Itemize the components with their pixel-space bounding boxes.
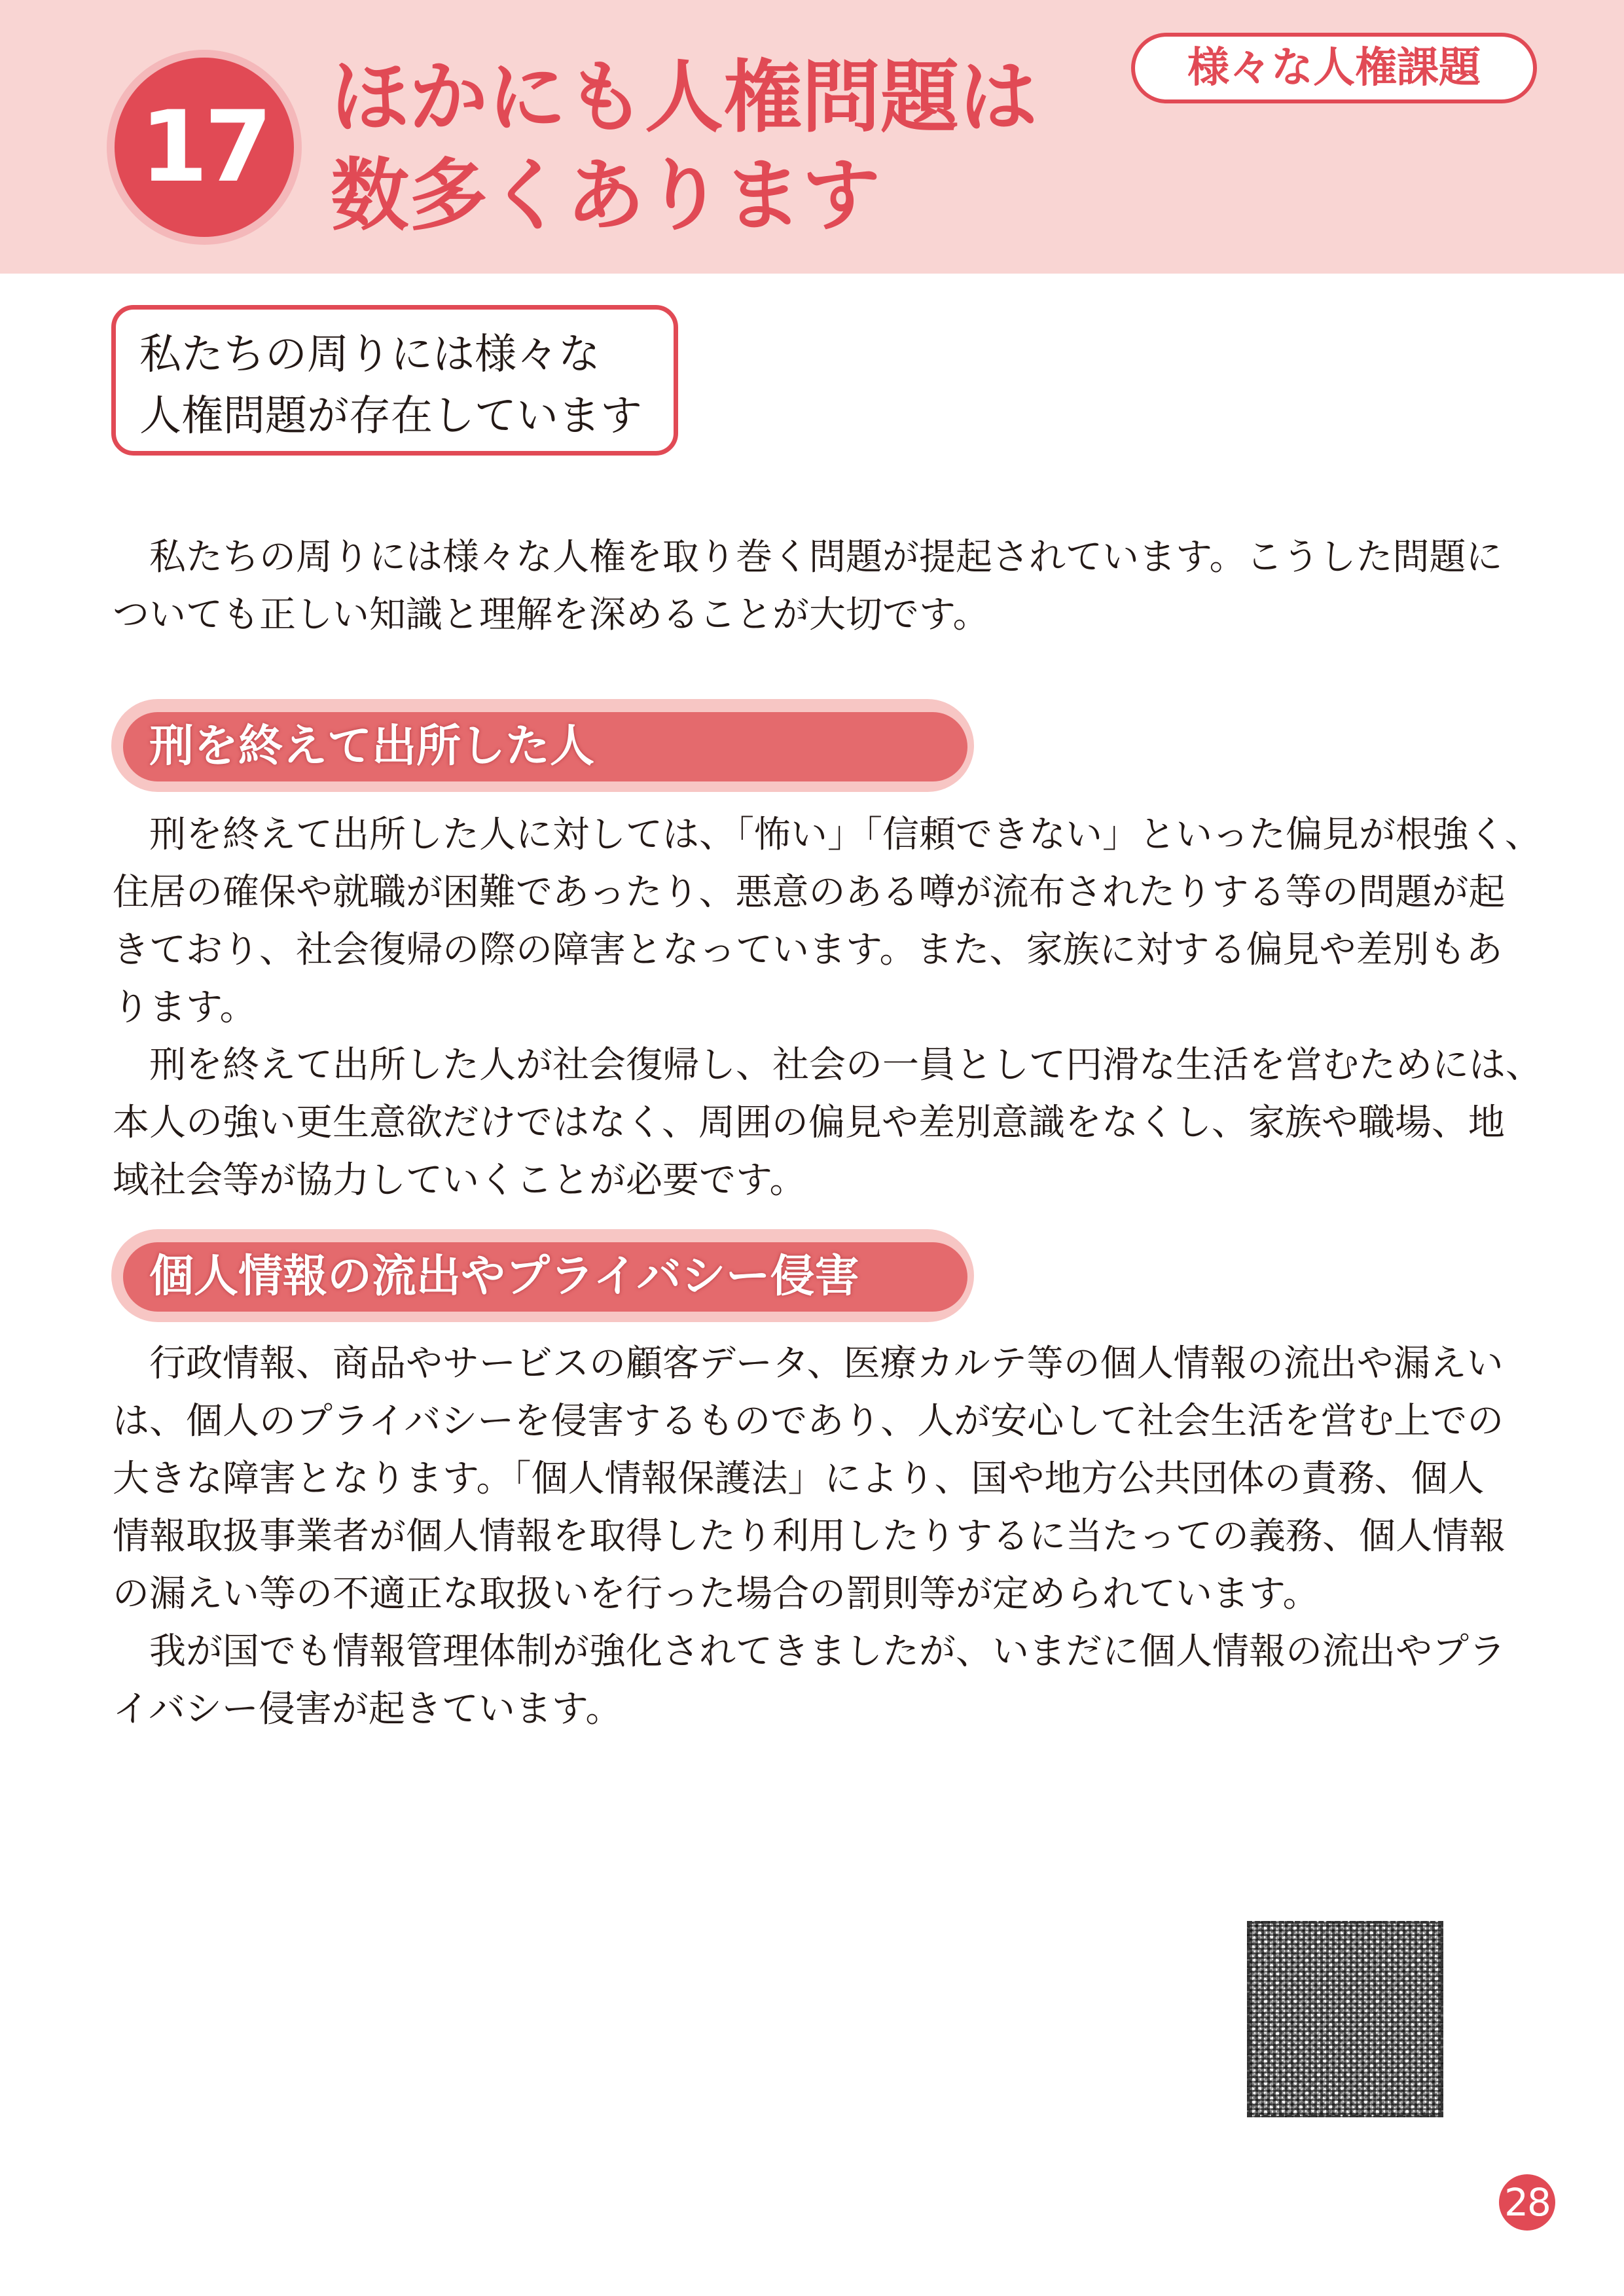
page-number: 28 (1499, 2174, 1555, 2231)
lead-line-1: 私たちの周りには様々な (139, 331, 600, 379)
page-title-line-2: 数多くあります (331, 151, 880, 242)
body-line: 住居の確保や就職が困難であったり、悪意のある噂が流布されたりする等の問題が起 (113, 871, 1506, 914)
body-line: 行政情報、商品やサービスの顧客データ、医療カルテ等の個人情報の流出や漏えい (113, 1342, 1504, 1385)
body-line: は、個人のプライバシーを侵害するものであり、人が安心して社会生活を営む上での (113, 1400, 1504, 1443)
body-line: 我が国でも情報管理体制が強化されてきましたが、いまだに個人情報の流出やプラ (113, 1630, 1506, 1673)
body-line: 本人の強い更生意欲だけではなく、周囲の偏見や差別意識をなくし、家族や職場、地 (113, 1102, 1505, 1144)
section-heading-privacy: 個人情報の流出やプライバシー侵害 (123, 1242, 967, 1312)
lead-line-2: 人権問題が存在しています (139, 392, 642, 440)
body-line: きており、社会復帰の際の障害となっています。また、家族に対する偏見や差別もあ (113, 929, 1503, 971)
section-body-privacy (113, 1335, 1513, 1738)
body-line: ります。 (113, 986, 257, 1029)
category-tag: 様々な人権課題 (1131, 33, 1537, 103)
section-heading-ex-offenders: 刑を終えて出所した人 (123, 712, 967, 781)
body-line: 域社会等が協力していくことが必要です。 (113, 1159, 806, 1202)
intro-paragraph (113, 529, 1513, 644)
body-line: 刑を終えて出所した人が社会復帰し、社会の一員として円滑な生活を営むためには、 (113, 1044, 1542, 1086)
body-line: の漏えい等の不適正な取扱いを行った場合の罰則等が定められています。 (113, 1573, 1320, 1615)
page-header (0, 0, 1624, 274)
intro-line: ついても正しい知識と理解を深めることが大切です。 (113, 594, 990, 636)
intro-line: 私たちの周りには様々な人権を取り巻く問題が提起されています。こうした問題に (113, 536, 1503, 579)
body-line: イバシー侵害が起きています。 (113, 1688, 623, 1731)
chapter-number: 17 (139, 90, 269, 204)
body-line: 刑を終えて出所した人に対しては、「怖い」「信頼できない」といった偏見が根強く、 (113, 814, 1542, 856)
lead-box (111, 305, 678, 456)
voice-code-barcode (1247, 1921, 1443, 2117)
body-line: 大きな障害となります。「個人情報保護法」により、国や地方公共団体の責務、個人 (113, 1458, 1485, 1500)
body-line: 情報取扱事業者が個人情報を取得したり利用したりするに当たっての義務、個人情報 (113, 1515, 1506, 1558)
section-body-ex-offenders (113, 806, 1542, 1210)
page-title-line-1: ほかにも人権問題は (331, 52, 1038, 143)
